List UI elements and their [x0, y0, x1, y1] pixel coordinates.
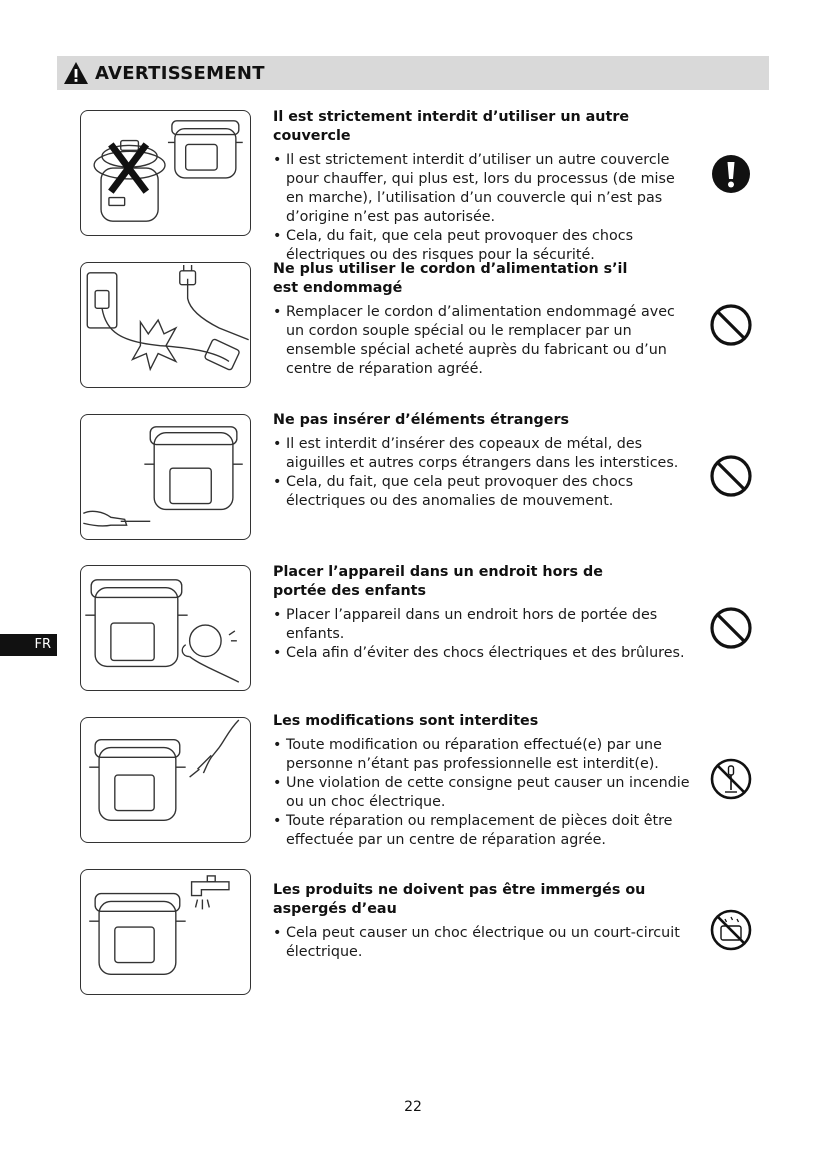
section-title: Ne pas insérer d’éléments étrangers — [273, 412, 570, 428]
page-number: 22 — [404, 1099, 422, 1115]
illustration-other-lid — [80, 110, 251, 236]
bullet-item: • Il est strictement interdit d’utiliser un autre couvercle pour chauffer, qui plus est, lors du processus (de mise en marche), l’utilisation d’un couvercle qui n’est pas d’origine n’est pas autorisée. — [273, 151, 693, 227]
warning-banner — [57, 56, 769, 90]
bullet-item: • Cela, du fait, que cela peut provoquer des chocs électriques ou des risques pour la sécurité. — [273, 227, 693, 265]
text-block-damaged-cord — [273, 260, 693, 379]
illustration-damaged-cord — [80, 262, 251, 388]
bullet-item: • Une violation de cette consigne peut causer un incendie ou un choc électrique. — [273, 774, 693, 812]
prohibited-icon — [708, 605, 754, 651]
mandatory-exclamation-icon — [708, 151, 754, 197]
text-block-foreign-objects — [273, 411, 693, 511]
text-block-water — [273, 881, 693, 962]
no-water-icon — [708, 907, 754, 953]
illustration-children — [80, 565, 251, 691]
prohibited-icon — [708, 302, 754, 348]
bullet-item: • Cela, du fait, que cela peut provoquer des chocs électriques ou des anomalies de mouvement. — [273, 473, 693, 511]
bullet-item: • Placer l’appareil dans un endroit hors de portée des enfants. — [273, 606, 693, 644]
illustration-foreign-objects — [80, 414, 251, 540]
bullet-item: • Il est interdit d’insérer des copeaux de métal, des aiguilles et autres corps étrangers dans les interstices. — [273, 435, 693, 473]
illustration-modifications — [80, 717, 251, 843]
bullet-item: • Remplacer le cordon d’alimentation endommagé avec un cordon souple spécial ou le remplacer par un ensemble spécial acheté auprès du fabricant ou d’un centre de réparation agréé. — [273, 303, 693, 379]
warning-triangle-icon — [63, 61, 89, 85]
section-title: Placer l’appareil dans un endroit hors de portée des enfants — [273, 564, 603, 599]
bullet-item: • Cela afin d’éviter des chocs électriques et des brûlures. — [273, 644, 693, 663]
prohibited-icon — [708, 453, 754, 499]
language-tab: FR — [0, 634, 57, 656]
section-title: Les modifications sont interdites — [273, 713, 539, 729]
banner-title: AVERTISSEMENT — [95, 62, 265, 84]
text-block-children — [273, 563, 693, 663]
bullet-item: • Cela peut causer un choc électrique ou un court-circuit électrique. — [273, 924, 693, 962]
text-block-other-lid — [273, 108, 693, 265]
section-title: Il est strictement interdit d’utiliser un autre couvercle — [273, 109, 630, 144]
text-block-modifications — [273, 712, 693, 850]
section-title: Ne plus utiliser le cordon d’alimentation s’il est endommagé — [273, 261, 628, 296]
bullet-item: • Toute réparation ou remplacement de pièces doit être effectuée par un centre de réparation agrée. — [273, 812, 693, 850]
section-title: Les produits ne doivent pas être immergés ou aspergés d’eau — [273, 882, 646, 917]
no-disassembly-icon — [708, 756, 754, 802]
bullet-item: • Toute modification ou réparation effectué(e) par une personne n’étant pas professionnelle est interdit(e). — [273, 736, 693, 774]
illustration-water — [80, 869, 251, 995]
